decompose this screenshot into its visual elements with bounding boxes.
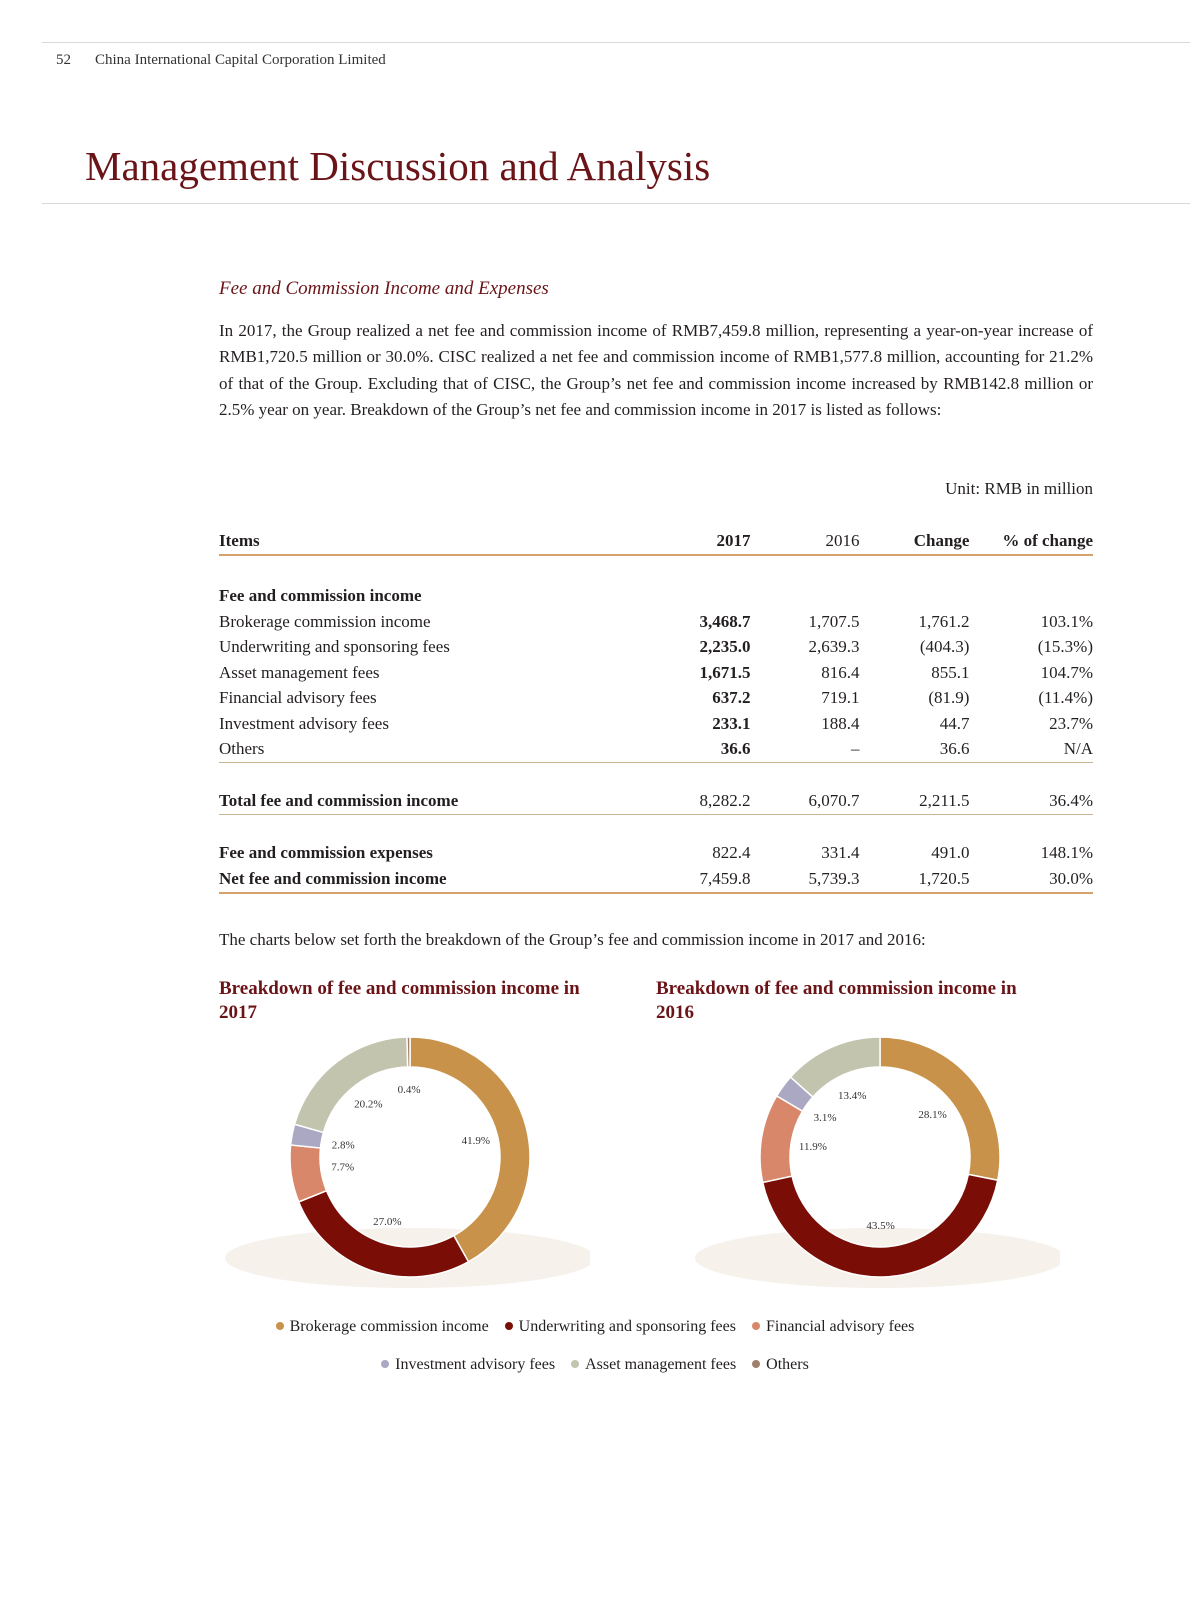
chart-title-2017: Breakdown of fee and commission income in 2017 (219, 978, 580, 1023)
row-value: (15.3%) (1037, 637, 1093, 657)
charts-intro: The charts below set forth the breakdown of the Group’s fee and commission income in 2017 and 2016: (219, 930, 926, 949)
expenses-value: 491.0 (931, 843, 970, 863)
donut-slice-brokerage (410, 1037, 530, 1262)
row-value: 637.2 (712, 688, 751, 708)
donut-data-label: 20.2% (354, 1098, 383, 1111)
donut-data-label: 41.9% (461, 1134, 491, 1147)
group-label: Fee and commission income (219, 586, 422, 606)
row-value: 1,761.2 (918, 611, 970, 631)
net-value: 30.0% (969, 866, 1093, 893)
row-value: (404.3) (919, 637, 970, 657)
fee-table (219, 528, 1093, 894)
row-value: 233.1 (712, 713, 751, 733)
legend-item (571, 1356, 736, 1374)
legend-label: Investment advisory fees (395, 1356, 556, 1373)
total-value: 36.4% (969, 789, 1093, 815)
table-row (219, 609, 1093, 635)
row-label: Financial advisory fees (219, 688, 377, 708)
legend-item (381, 1356, 555, 1374)
donut-data-label: 11.9% (798, 1141, 827, 1154)
net-value: 7,459.8 (665, 866, 750, 893)
net-label: Net fee and commission income (219, 866, 665, 893)
row-value: 855.1 (931, 662, 970, 682)
row-value: (11.4%) (1038, 688, 1093, 708)
header-change: Change (860, 528, 970, 555)
row-value: 2,235.0 (699, 637, 751, 657)
legend-swatch-icon (381, 1360, 389, 1368)
donut-data-label: 13.4% (838, 1089, 867, 1102)
row-value: 36.6 (860, 737, 970, 763)
header-items: Items (219, 528, 665, 555)
header-2016: 2016 (751, 528, 860, 555)
group-label-row (219, 584, 1093, 610)
net-value: 1,720.5 (860, 866, 970, 893)
donut-slice-financial-advisory (760, 1096, 803, 1183)
legend-label: Asset management fees (585, 1356, 737, 1373)
donut-data-label: 3.1% (813, 1111, 837, 1124)
legend-swatch-icon (276, 1322, 284, 1330)
header-pct-change: % of change (969, 528, 1093, 555)
donut-data-label: 28.1% (918, 1108, 947, 1121)
row-label: Asset management fees (219, 662, 380, 682)
legend-item (505, 1318, 736, 1336)
legend-swatch-icon (752, 1322, 760, 1330)
header-2017: 2017 (665, 528, 750, 555)
expenses-value: 822.4 (712, 843, 751, 863)
expenses-row (219, 841, 1093, 867)
legend-item (276, 1318, 489, 1336)
donut-chart-2017 (210, 1030, 590, 1310)
total-label: Total fee and commission income (219, 789, 665, 815)
legend-label: Financial advisory fees (765, 1318, 915, 1335)
total-value: 2,211.5 (860, 789, 970, 815)
donut-slice-asset-management (790, 1037, 880, 1097)
row-label: Investment advisory fees (219, 713, 389, 733)
total-row (219, 789, 1093, 815)
row-value: 719.1 (821, 688, 860, 708)
table-row (219, 686, 1093, 712)
table-row (219, 660, 1093, 686)
unit-label: Unit: RMB in million (945, 479, 1093, 498)
legend-swatch-icon (505, 1322, 513, 1330)
row-value: 1,707.5 (808, 611, 860, 631)
donut-data-label: 43.5% (866, 1219, 895, 1232)
donut-slice-others (407, 1037, 410, 1067)
running-head: China International Capital Corporation Limited (95, 52, 386, 68)
legend-swatch-icon (571, 1360, 579, 1368)
row-label: Brokerage commission income (219, 611, 431, 631)
top-rule (42, 42, 1190, 43)
donut-chart-2016 (680, 1030, 1060, 1310)
legend-item (752, 1318, 914, 1336)
row-value: 104.7% (1040, 662, 1093, 682)
row-value: 44.7 (939, 713, 970, 733)
donut-data-label: 7.7% (331, 1161, 355, 1174)
section-title: Fee and Commission Income and Expenses (219, 278, 549, 299)
row-value: 2,639.3 (808, 637, 860, 657)
row-value: 103.1% (1040, 611, 1093, 631)
table-row (219, 737, 1093, 763)
row-value: 1,671.5 (699, 662, 751, 682)
legend-label: Others (766, 1356, 809, 1373)
donut-slice-asset-management (295, 1037, 408, 1132)
donut-data-label: 0.4% (397, 1084, 421, 1097)
page-number: 52 (56, 52, 71, 68)
net-row (219, 866, 1093, 893)
row-label: Underwriting and sponsoring fees (219, 637, 450, 657)
row-label: Others (219, 737, 665, 763)
legend-swatch-icon (752, 1360, 760, 1368)
row-value: 3,468.7 (699, 611, 751, 631)
donut-slice-financial-advisory (290, 1145, 327, 1202)
total-value: 6,070.7 (751, 789, 860, 815)
table-row (219, 711, 1093, 737)
row-value: 23.7% (1049, 713, 1093, 733)
row-value: 36.6 (665, 737, 750, 763)
table-row (219, 635, 1093, 661)
row-value: (81.9) (928, 688, 970, 708)
page-title: Management Discussion and Analysis (85, 143, 711, 189)
expenses-label: Fee and commission expenses (219, 843, 433, 863)
net-value: 5,739.3 (751, 866, 860, 893)
donut-data-label: 2.8% (331, 1139, 355, 1152)
row-value: 188.4 (821, 713, 860, 733)
donut-data-label: 27.0% (373, 1216, 402, 1229)
row-value: – (751, 737, 860, 763)
table-header-row (219, 528, 1093, 555)
chart-legend-row2 (0, 1356, 1190, 1374)
expenses-value: 331.4 (821, 843, 860, 863)
chart-legend-row1 (0, 1318, 1190, 1336)
legend-item (752, 1356, 809, 1374)
legend-label: Underwriting and sponsoring fees (518, 1318, 736, 1335)
row-value: N/A (969, 737, 1093, 763)
legend-label: Brokerage commission income (289, 1318, 489, 1335)
total-value: 8,282.2 (665, 789, 750, 815)
chart-title-2016: Breakdown of fee and commission income in 2016 (656, 978, 1017, 1023)
row-value: 816.4 (821, 662, 860, 682)
title-rule (42, 203, 1190, 204)
intro-paragraph: In 2017, the Group realized a net fee and commission income of RMB7,459.8 million, representing a year-on-year increase of RMB1,720.5 million or 30.0%. CISC realized a net fee and commission income of RMB1,577.8 million, accounting for 21.2% of that of the Group. Excluding that of CISC, the Group’s net fee and commission income increased by RMB142.8 million or 2.5% year on year. Breakdown of the Group’s net fee and commission income in 2017 is listed as follows: (219, 321, 1093, 420)
expenses-value: 148.1% (1040, 843, 1093, 863)
